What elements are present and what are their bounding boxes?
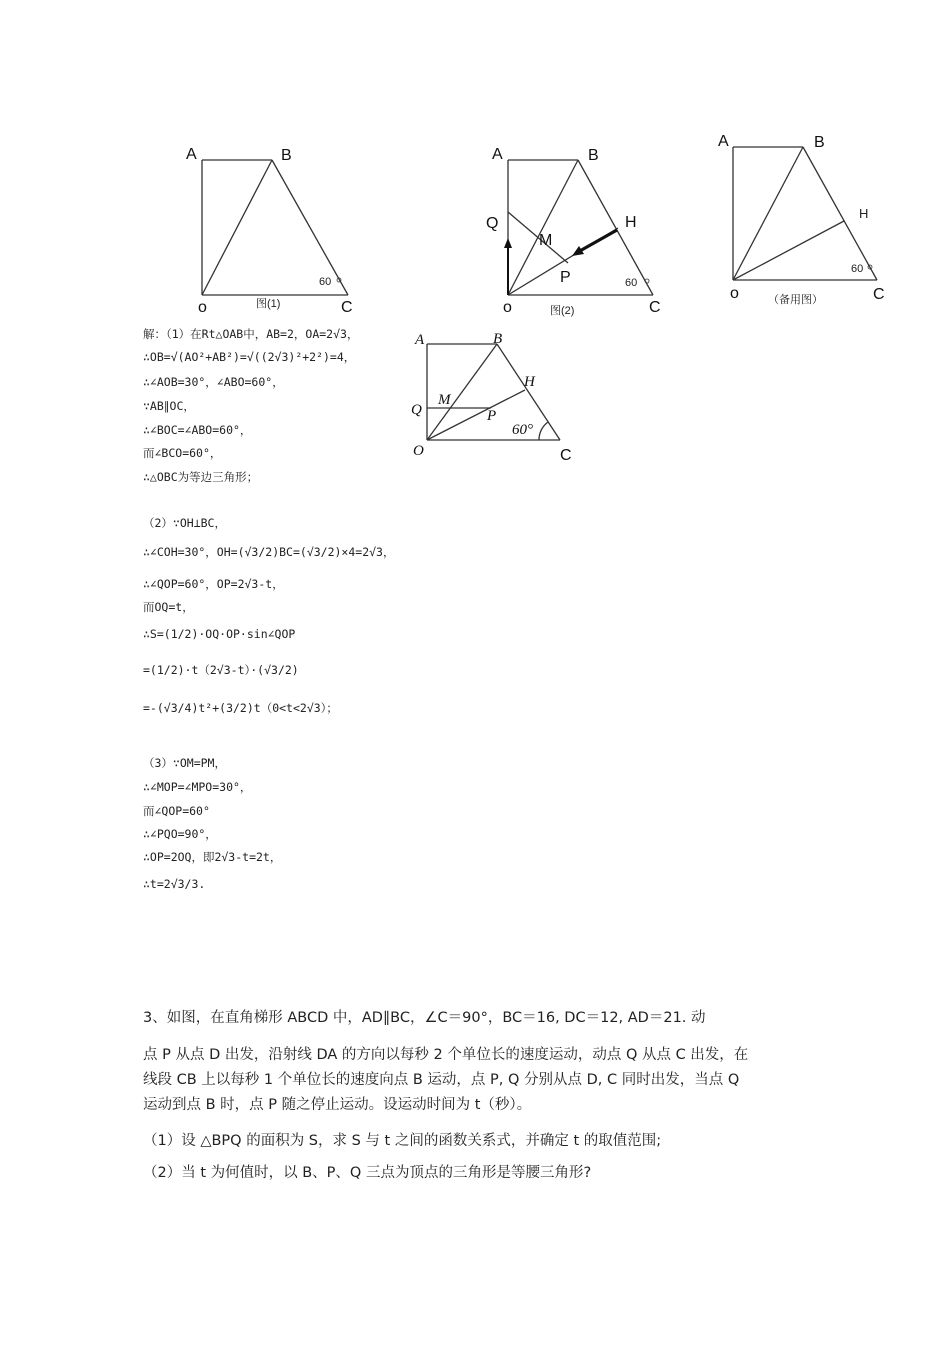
question-line: （1）设 △BPQ 的面积为 S，求 S 与 t 之间的函数关系式，并确定 t 的取值范围; [143,1133,662,1149]
fig3-label-a: A [718,133,729,150]
figure-3-spare [712,128,902,313]
solution-line: 而∠BCO=60°， [143,446,222,460]
figure-2 [480,140,680,325]
solution-line: ∴t=2√3/3. [143,877,206,891]
fig4-label-q: Q [411,402,422,418]
solution-line: （2）∵OH⊥BC， [143,516,226,530]
fig1-label-c: C [341,299,353,316]
fig2-label-m: M [539,232,553,249]
solution-line: 解：（1）在Rt△OAB中，AB=2，OA=2√3， [143,327,359,341]
fig2-label-p: P [560,269,571,286]
fig4-label-p: P [487,408,497,424]
fig4-label-c: C [560,447,572,464]
fig3-label-h: H [859,206,869,221]
fig4-label-b: B [493,331,503,347]
fig2-label-q: Q [486,215,499,232]
question-line: 点 P 从点 D 出发，沿射线 DA 的方向以每秒 2 个单位长的速度运动，动点 Q 从点 C 出发，在 [143,1047,749,1063]
solution [143,329,403,909]
solution-line: ∴OP=2OQ，即2√3-t=2t， [143,850,282,864]
solution-line: =-(√3/4)t²+(3/2)t（0<t<2√3）； [143,701,338,715]
fig1-label-b: B [281,147,292,164]
fig3-caption: （备用图） [768,294,823,306]
fig2-label-h: H [625,214,637,231]
question-line: 运动到点 B 时，点 P 随之停止运动。设运动时间为 t（秒）。 [143,1097,532,1113]
fig3-angle: 60 [851,263,864,275]
fig1-angle: 60 [319,276,332,288]
solution-line: ∴∠QOP=60°，OP=2√3-t， [143,577,284,591]
solution-line: ∴∠BOC=∠ABO=60°， [143,423,252,437]
solution-line: =(1/2)·t（2√3-t）·(√3/2) [143,663,299,677]
fig4-label-o: O [413,443,424,459]
question-line: 3、如图，在直角梯形 ABCD 中，AD∥BC，∠C＝90°，BC＝16, DC＝12, AD＝21. 动 [143,1010,706,1026]
fig4-angle: 60° [512,422,533,438]
fig2-angle: 60 [625,277,638,289]
solution-line: ∴∠MOP=∠MPO=30°， [143,780,252,794]
fig3-label-b: B [814,134,825,151]
fig4-label-a: A [415,332,425,348]
fig2-label-a: A [492,146,503,163]
question-line: （2）当 t 为何值时，以 B、P、Q 三点为顶点的三角形是等腰三角形? [143,1165,592,1181]
solution-line: ∵AB∥OC， [143,399,195,413]
fig1-caption: 图(1) [256,298,281,310]
solution-line: ∴△OBC为等边三角形； [143,470,259,484]
solution-line: ∴OB=√(AO²+AB²)=√((2√3)²+2²)=4， [143,350,356,364]
solution-line: ∴∠COH=30°，OH=(√3/2)BC=(√3/2)×4=2√3， [143,545,395,559]
fig2-caption: 图(2) [550,305,575,317]
question-line: 线段 CB 上以每秒 1 个单位长的速度向点 B 运动，点 P, Q 分别从点 D, C 同时出发，当点 Q [143,1072,740,1088]
solution-line: 而∠QOP=60° [143,804,210,818]
fig3-label-o: o [730,285,739,302]
fig4-label-m: M [438,392,451,408]
fig4-label-h: H [524,374,535,390]
fig2-label-c: C [649,299,661,316]
question-3 [143,1006,843,1186]
solution-line: ∴∠AOB=30°，∠ABO=60°， [143,375,284,389]
solution-line: 而OQ=t， [143,600,194,614]
solution-line: （3）∵OM=PM， [143,756,226,770]
fig3-label-c: C [873,286,885,303]
fig1-label-a: A [186,146,197,163]
fig2-label-b: B [588,147,599,164]
fig2-label-o: o [503,299,512,316]
solution-line: ∴∠PQO=90°， [143,827,217,841]
figure-1 [180,140,370,325]
figure-4-solution [405,328,595,468]
solution-line: ∴S=(1/2)·OQ·OP·sin∠QOP [143,627,296,641]
fig1-label-o: o [198,299,207,316]
